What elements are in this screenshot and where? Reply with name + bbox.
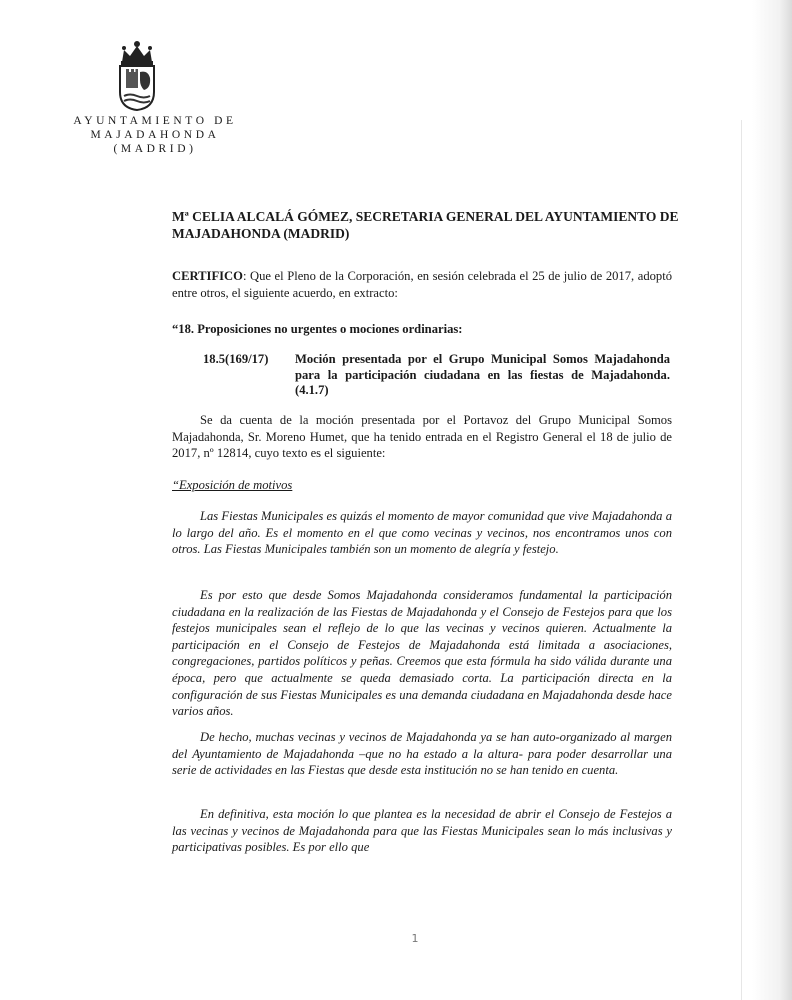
page-number: 1 [411,932,419,945]
scan-edge-shadow [752,0,792,1000]
exposicion-heading: “Exposición de motivos [172,478,293,492]
intro-paragraph: Se da cuenta de la moción presentada por el Portavoz del Grupo Municipal Somos Majadahonda, Sr. Moreno Humet, que ha tenido entrada en el Registro General el 18 de julio de 2017, nº 12814, cuyo texto es el siguiente: [172,413,672,461]
certification-paragraph [172,268,672,301]
org-name-line-1: AYUNTAMIENTO DE [73,115,237,127]
coat-of-arms-icon [112,38,162,112]
org-name-line-2: MAJADAHONDA [90,129,220,141]
certifico-label: CERTIFICO [172,269,243,283]
motion-number: 18.5(169/17) [203,352,269,366]
motives-paragraph-3: De hecho, muchas vecinas y vecinos de Majadahonda ya se han auto-organizado al margen del Ayuntamiento de Majadahonda –que no ha estado a la altura- para poder desarrollar una serie de actividades en las Fiestas que desde esta institución no se han tenido en cuenta. [172,730,672,778]
motives-paragraph-4: En definitiva, esta moción lo que plantea es la necesidad de abrir el Consejo de Festejos a las vecinas y vecinos de Majadahonda para que las Fiestas Municipales sean lo más inclusivas y participativas posibles. Es por ello que [172,807,672,855]
organization-name [60,114,250,156]
document-heading: Mª CELIA ALCALÁ GÓMEZ, SECRETARIA GENERAL DEL AYUNTAMIENTO DE MAJADAHONDA (MADRID) [172,209,679,241]
scan-fold-line [741,120,742,1000]
agenda-item-18: “18. Proposiciones no urgentes o mociones ordinarias: [172,322,463,336]
org-name-line-3: (MADRID) [113,143,197,155]
motion-title: Moción presentada por el Grupo Municipal Somos Majadahonda para la participación ciudadana en las fiestas de Majadahonda. (4.1.7) [295,352,670,397]
certifico-text: : Que el Pleno de la Corporación, en sesión celebrada el 25 de julio de 2017, adoptó entre otros, el siguiente acuerdo, en extracto: [172,269,672,300]
motives-paragraph-1: Las Fiestas Municipales es quizás el momento de mayor comunidad que vive Majadahonda a lo largo del año. Es el momento en el que como vecinas y vecinos, nos encontramos unos con otros. Las Fiestas Municipales también son un momento de alegría y festejo. [172,509,672,557]
motives-paragraph-2: Es por esto que desde Somos Majadahonda consideramos fundamental la participación ciudadana en la realización de las Fiestas de Majadahonda y el Consejo de Festejos para que los festejos municipales sean el reflejo de lo que las vecinas y vecinos quieren. Actualmente la participación en el Consejo de Festejos de Majadahonda está limitada a asociaciones, congregaciones, partidos políticos y peñas. Creemos que esta fórmula ha sido válida durante una época, pero que actualmente se queda demasiado corta. La participación directa en la configuración de sus Fiestas Municipales es una demanda ciudadana en Majadahonda desde hace varios años. [172,588,672,719]
